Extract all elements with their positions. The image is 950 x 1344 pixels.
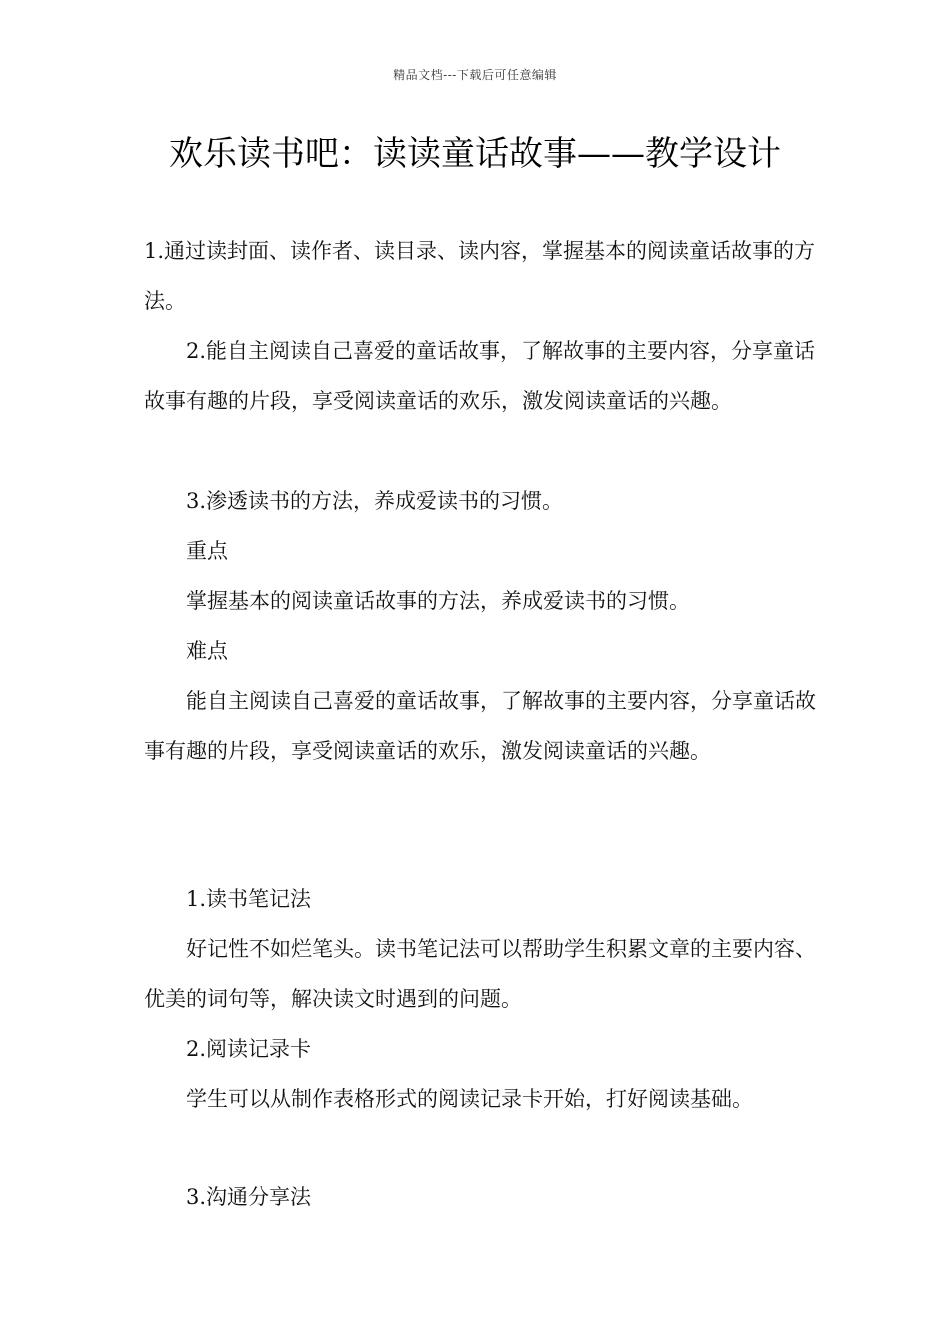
document-title: 欢乐读书吧：读读童话故事——教学设计 bbox=[169, 134, 781, 174]
paragraph-difficulty: 能自主阅读自己喜爱的童话故事，了解故事的主要内容，分享童话故事有趣的片段，享受阅读童话的欢乐，激发阅读童话的兴趣。 bbox=[144, 689, 816, 763]
paragraph-objective-3: 3.渗透读书的方法，养成爱读书的习惯。 bbox=[144, 489, 564, 513]
heading-method-2: 2.阅读记录卡 bbox=[144, 1037, 312, 1061]
heading-key-point: 重点 bbox=[144, 539, 228, 563]
heading-method-3: 3.沟通分享法 bbox=[144, 1185, 312, 1209]
paragraph-key-point: 掌握基本的阅读童话故事的方法，养成爱读书的习惯。 bbox=[144, 589, 690, 613]
paragraph-objective-2: 2.能自主阅读自己喜爱的童话故事，了解故事的主要内容，分享童话故事有趣的片段，享受阅读童话的欢乐，激发阅读童话的兴趣。 bbox=[144, 339, 816, 413]
paragraph-method-2: 学生可以从制作表格形式的阅读记录卡开始，打好阅读基础。 bbox=[144, 1087, 753, 1111]
paragraph-objective-1: 1.通过读封面、读作者、读目录、读内容，掌握基本的阅读童话故事的方法。 bbox=[144, 239, 816, 313]
heading-method-1: 1.读书笔记法 bbox=[144, 887, 312, 911]
heading-difficulty: 难点 bbox=[144, 639, 228, 663]
paragraph-method-1: 好记性不如烂笔头。读书笔记法可以帮助学生积累文章的主要内容、优美的词句等，解决读文时遇到的问题。 bbox=[144, 937, 816, 1011]
header-note: 精品文档---下载后可任意编辑 bbox=[393, 68, 557, 82]
